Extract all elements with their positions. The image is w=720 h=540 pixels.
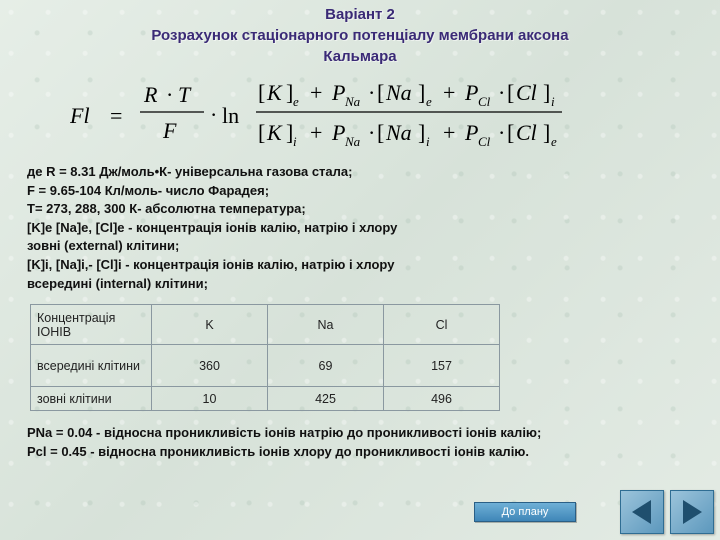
svg-text:i: i [293,134,297,149]
svg-text:Na: Na [345,134,361,149]
desc-line: де R = 8.31 Дж/моль•К- універсальна газова стала; [27,164,353,179]
svg-text:]: ] [543,120,551,145]
svg-text:Cl: Cl [478,94,491,109]
svg-text:Na: Na [386,120,412,145]
to-plan-button[interactable]: До плану [474,502,576,522]
triangle-left-icon [621,491,663,533]
table-header-cell: Концентрація ІОНІВ [31,305,152,345]
svg-text:+: + [443,120,456,145]
desc-line: F = 9.65-104 Кл/моль- число Фарадея; [27,182,270,198]
svg-text:[: [ [258,120,266,145]
desc-line: Т= 273, 288, 300 К- абсолютна температура; [27,201,306,217]
svg-text:·: · [498,80,506,105]
svg-text:e: e [426,94,432,109]
svg-text:[: [ [507,120,515,145]
slide-subtitle-line2: Кальмара [323,48,397,65]
desc-line: всередині (internal) клітини; [27,275,208,291]
slide-subtitle: Розрахунок стаціонарного потенціалу мембрани аксона [151,27,569,44]
svg-text:Na: Na [345,94,361,109]
desc-line: [K]e [Na]e, [Cl]e - концентрація іонів калію, натрію і хлору [27,219,398,235]
svg-text:e: e [551,134,557,149]
table-header-cell: Na [268,305,384,345]
svg-text:Cl: Cl [516,120,537,145]
svg-text:[: [ [507,80,515,105]
formula-ln: ln [222,103,240,128]
svg-text:]: ] [418,120,426,145]
svg-text:e: e [293,94,299,109]
svg-text:P: P [465,80,479,105]
svg-text:[: [ [377,120,385,145]
svg-text:+: + [310,80,323,105]
table-cell: всередині клітини [31,345,152,387]
svg-text:]: ] [286,80,294,105]
table-cell: 360 [152,345,268,387]
permeability-na: PNa = 0.04 - відносна проникливість іонів натрію до проникливості іонів калію; [27,425,542,440]
previous-slide-button[interactable] [620,490,664,534]
svg-text:i: i [426,134,430,149]
table-header-cell: Cl [384,305,500,345]
svg-text:K: K [267,80,282,105]
formula-lhs: Fl [70,103,90,128]
svg-text:Cl: Cl [516,80,537,105]
desc-line: [K]i, [Na]i,- [Cl]i - концентрація іонів калію, натрію і хлору [27,256,395,272]
table-row [31,345,500,387]
variable-descriptions [27,163,707,293]
svg-text:+: + [310,120,323,145]
table-row [31,387,500,411]
svg-text:[: [ [377,80,385,105]
formula-dot-ln: · [210,102,218,127]
formula-equals: = [110,103,123,128]
table-cell: зовні клітини [31,387,152,411]
table-cell: 157 [384,345,500,387]
svg-text:·: · [498,120,506,145]
svg-text:+: + [443,80,456,105]
next-slide-button[interactable] [670,490,714,534]
formula-denominator [258,120,557,149]
svg-text:Cl: Cl [478,134,491,149]
table-header-row [31,305,500,345]
table-cell: 69 [268,345,384,387]
svg-text:·: · [368,120,376,145]
svg-text:P: P [332,80,346,105]
table-cell: 10 [152,387,268,411]
svg-text:Na: Na [386,80,412,105]
slide-title: Варіант 2 [325,6,395,23]
svg-text:P: P [465,120,479,145]
formula-numerator [258,80,555,109]
table-header-cell: K [152,305,268,345]
formula-dot-rt: · [166,82,174,107]
desc-line: зовні (external) клітини; [27,238,180,254]
formula-T: T [178,82,191,107]
svg-text:P: P [332,120,346,145]
table-cell: 496 [384,387,500,411]
permeability-notes [27,424,717,461]
svg-text:K: K [267,120,282,145]
svg-text:[: [ [258,80,266,105]
ion-concentration-table [30,304,500,411]
svg-text:i: i [551,94,555,109]
svg-text:]: ] [418,80,426,105]
svg-text:·: · [368,80,376,105]
svg-text:]: ] [286,120,294,145]
formula-F: F [163,118,177,143]
table-cell: 425 [268,387,384,411]
nernst-goldman-formula [70,76,660,156]
formula-R: R [144,82,158,107]
permeability-cl: Pcl = 0.45 - відносна проникливість іонів хлору до проникливості іонів калію. [27,443,530,459]
svg-text:]: ] [543,80,551,105]
triangle-right-icon [671,491,713,533]
